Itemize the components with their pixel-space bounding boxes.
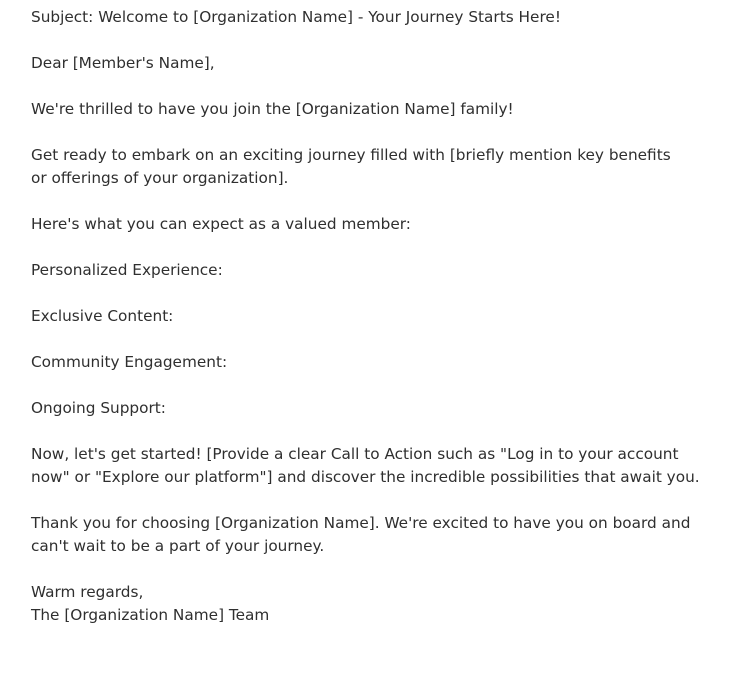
email-intro: We're thrilled to have you join the [Organization Name] family! <box>31 100 514 118</box>
email-journey-paragraph: Get ready to embark on an exciting journey filled with [briefly mention key benefits or offerings of your organization]. <box>31 146 671 187</box>
email-greeting: Dear [Member's Name], <box>31 54 215 72</box>
email-body <box>31 6 711 627</box>
benefit-exclusive-content: Exclusive Content: <box>31 307 174 325</box>
benefit-ongoing-support: Ongoing Support: <box>31 399 166 417</box>
email-thanks-paragraph: Thank you for choosing [Organization Name]. We're excited to have you on board and can't wait to be a part of your journey. <box>31 514 691 555</box>
benefit-community-engagement: Community Engagement: <box>31 353 228 371</box>
email-call-to-action: Now, let's get started! [Provide a clear Call to Action such as "Log in to your account now" or "Explore our platform"] and discover the incredible possibilities that await you. <box>31 445 700 486</box>
email-closing: Warm regards, <box>31 583 144 601</box>
benefit-personalized-experience: Personalized Experience: <box>31 261 223 279</box>
email-signature: The [Organization Name] Team <box>31 606 270 624</box>
email-expect-heading: Here's what you can expect as a valued member: <box>31 215 411 233</box>
email-signoff <box>31 581 711 627</box>
email-subject: Subject: Welcome to [Organization Name] - Your Journey Starts Here! <box>31 8 561 26</box>
